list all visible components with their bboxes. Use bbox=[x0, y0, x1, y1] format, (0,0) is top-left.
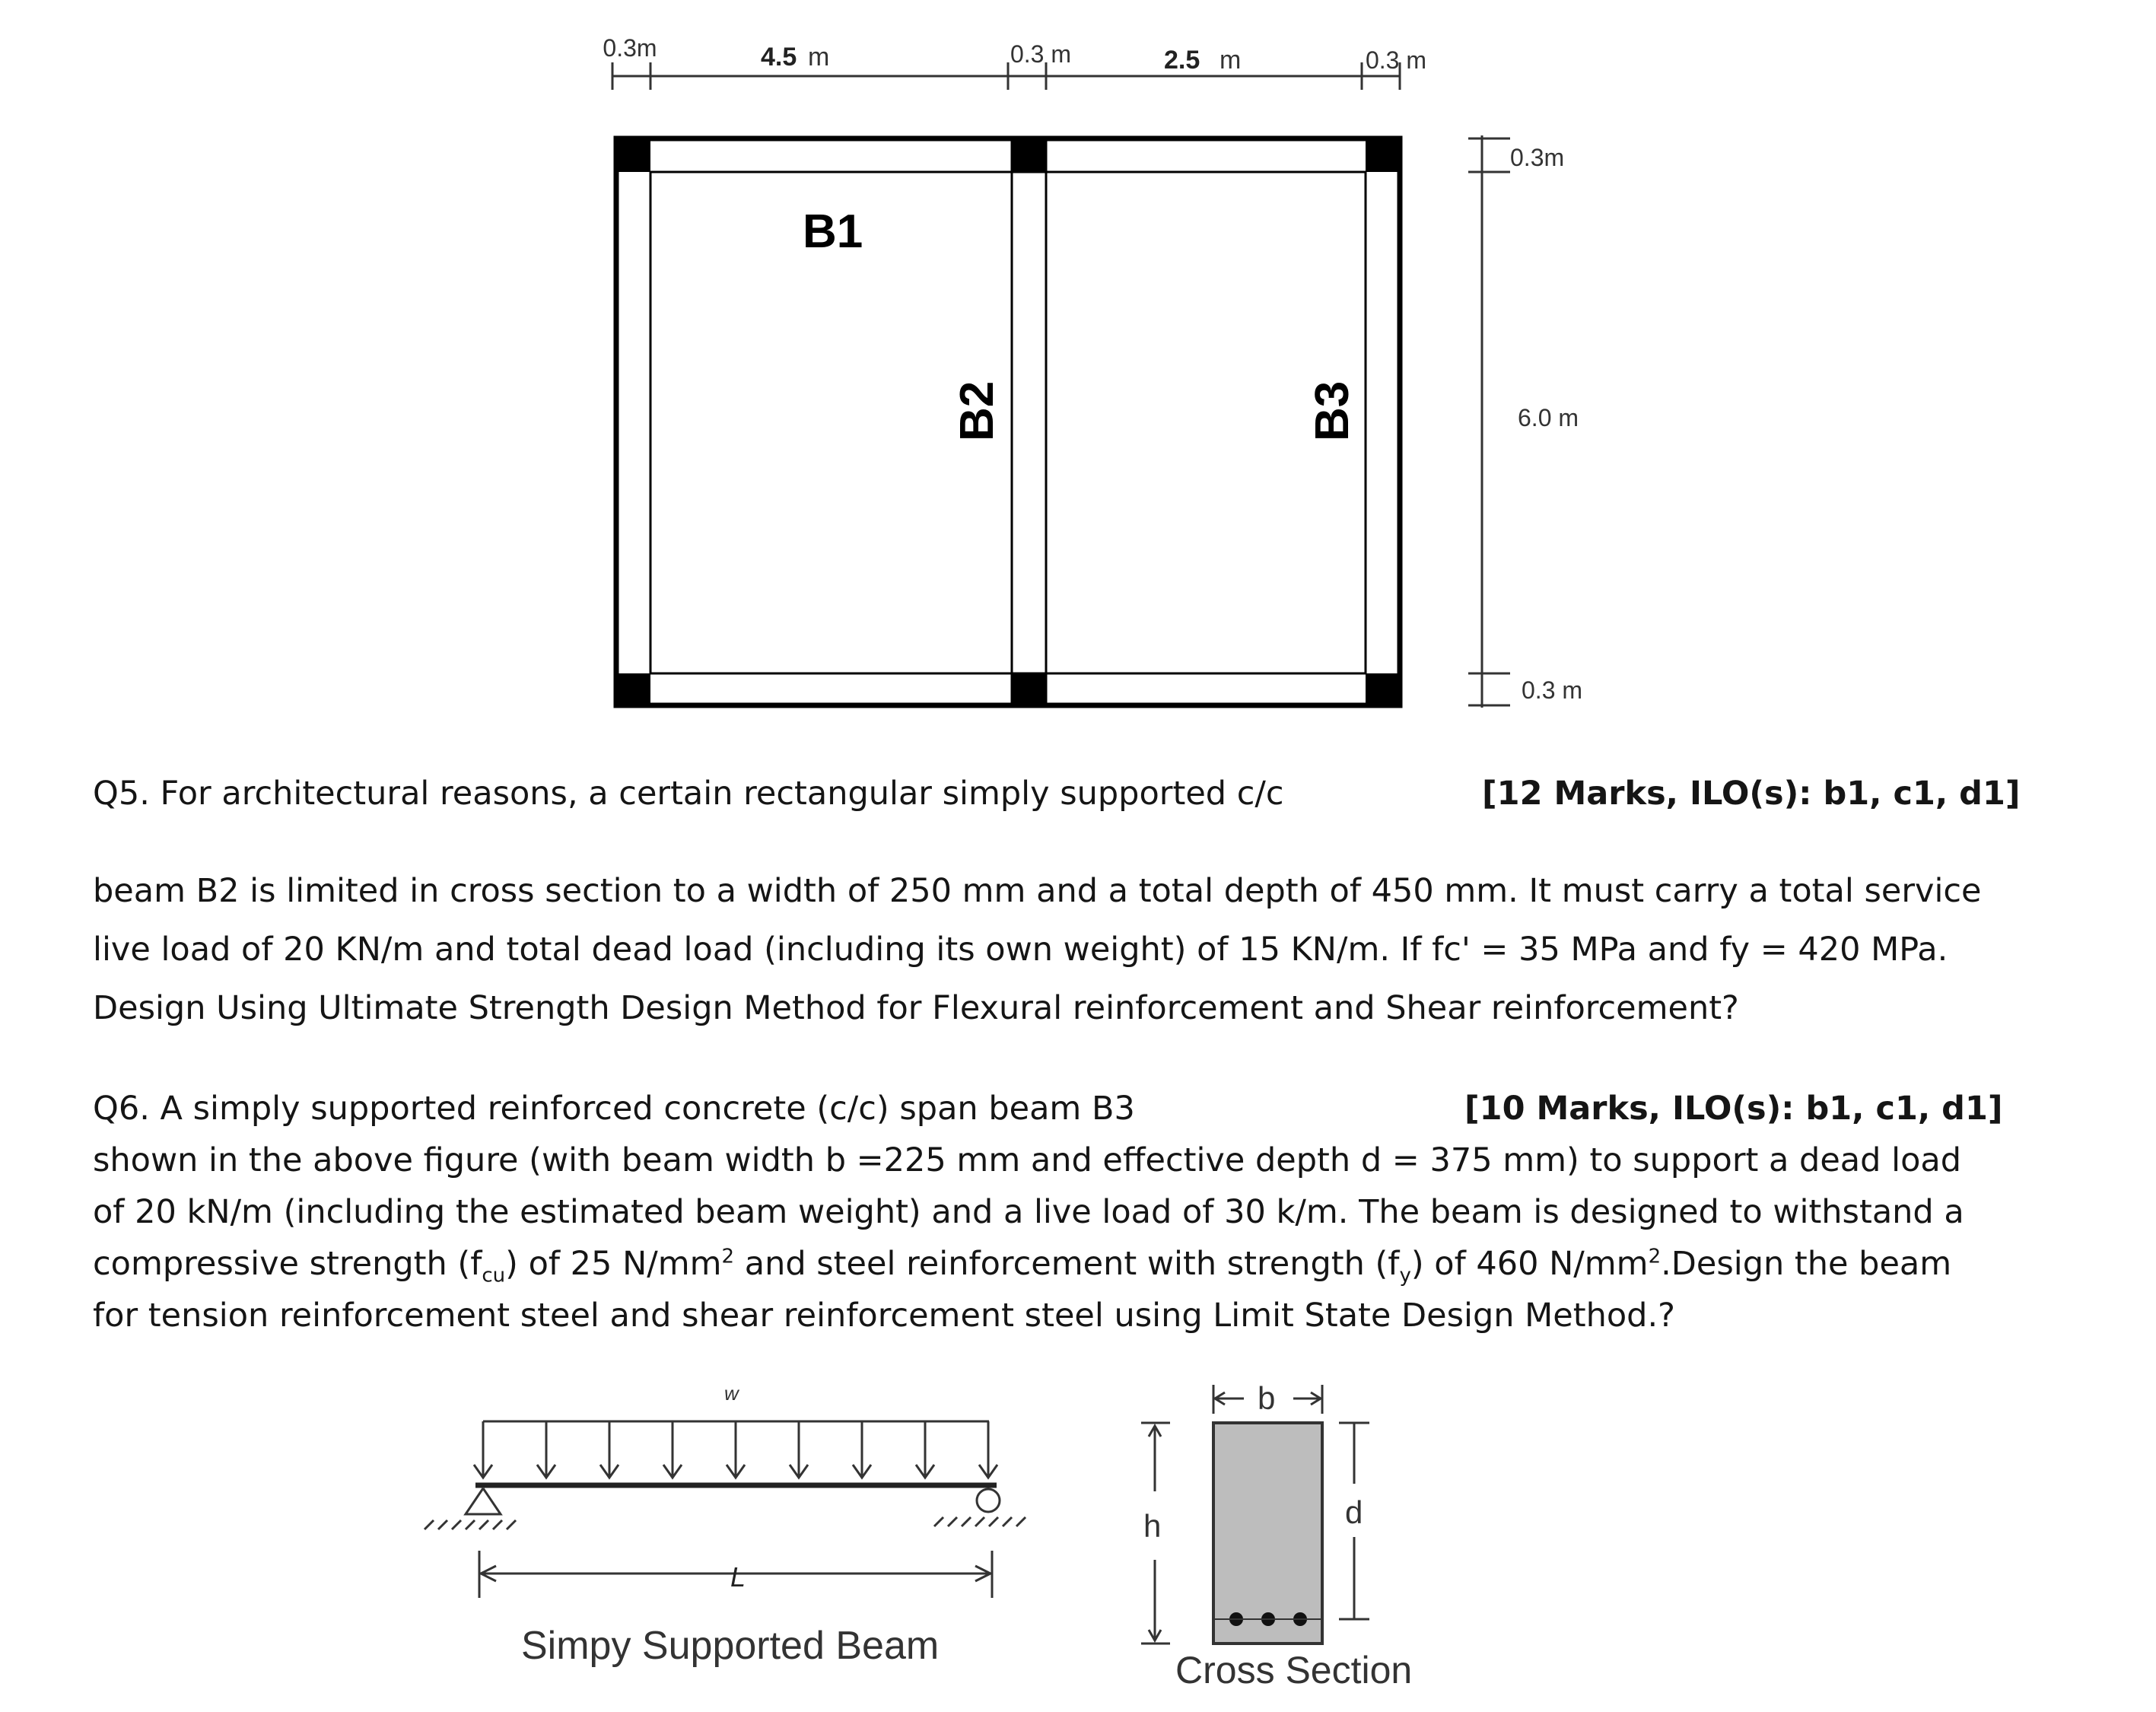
right-dimension-line bbox=[1468, 135, 1510, 708]
dim-2-5-unit: m bbox=[1220, 46, 1242, 75]
q6-line-2: of 20 kN/m (including the estimated beam weight) and a live load of 30 k/m. The beam is designed to withstand a bbox=[93, 1193, 1964, 1231]
dim-right-0-3m-top: 0.3m bbox=[1510, 144, 1565, 171]
dim-4-5: 4.5 bbox=[761, 43, 797, 72]
beam-label-b2: B2 bbox=[951, 380, 1003, 441]
q6-line-4: for tension reinforcement steel and shear reinforcement steel using Limit State Design Method.? bbox=[93, 1297, 1675, 1335]
q6-line-1: shown in the above figure (with beam width b =225 mm and effective depth d = 375 mm) to support a dead load bbox=[93, 1141, 1962, 1179]
q5-line-1: beam B2 is limited in cross section to a width of 250 mm and a total depth of 450 mm. It must carry a total service bbox=[93, 872, 1982, 910]
floor-plan-drawing bbox=[0, 0, 2156, 730]
beam-label-b3: B3 bbox=[1306, 380, 1359, 441]
depth-label-d: d bbox=[1345, 1494, 1363, 1530]
height-label-h: h bbox=[1143, 1508, 1162, 1544]
top-dimension-line bbox=[612, 62, 1400, 90]
q5-line-3: Design Using Ultimate Strength Design Method for Flexural reinforcement and Shear reinforcement? bbox=[93, 989, 1739, 1027]
q5-marks: [12 Marks, ILO(s): b1, c1, d1] bbox=[1482, 775, 2021, 813]
dim-right-0-3m-bottom: 0.3 m bbox=[1522, 676, 1583, 704]
pin-support bbox=[422, 1488, 525, 1529]
cross-section-figure bbox=[1111, 1385, 1461, 1689]
section-caption: Cross Section bbox=[1175, 1649, 1413, 1689]
span-label-l: L bbox=[730, 1561, 746, 1593]
beam-frame bbox=[616, 138, 1400, 705]
beam-caption: Simpy Supported Beam bbox=[521, 1624, 940, 1668]
dim-2-5: 2.5 bbox=[1164, 46, 1200, 75]
dim-0-3m-mid: 0.3 m bbox=[1010, 40, 1072, 68]
load-label-w: w bbox=[724, 1382, 739, 1405]
q6-marks: [10 Marks, ILO(s): b1, c1, d1] bbox=[1464, 1090, 2003, 1128]
width-label-b: b bbox=[1258, 1385, 1276, 1416]
q6-header: Q6. A simply supported reinforced concrete (c/c) span beam B3 bbox=[93, 1090, 1135, 1128]
columns bbox=[616, 138, 1400, 705]
q5-header: Q5. For architectural reasons, a certain rectangular simply supported c/c bbox=[93, 775, 1284, 813]
dim-4-5-unit: m bbox=[808, 43, 830, 72]
q5-line-2: live load of 20 KN/m and total dead load (including its own weight) of 15 KN/m. If fc' = 35 MPa and fy = 420 MPa. bbox=[93, 931, 1948, 969]
roller-support bbox=[934, 1489, 1026, 1526]
dim-0-3m-right: 0.3 m bbox=[1365, 46, 1427, 74]
dim-right-6-0m: 6.0 m bbox=[1518, 404, 1579, 431]
section-rectangle bbox=[1213, 1423, 1322, 1644]
q6-line-3: compressive strength $(f_{cu})$ of 25 $N/mm^2$ and steel reinforcement with strength $(f_y)$ of 460 $N/mm^2.Design$ the beam bbox=[93, 1245, 1952, 1287]
distributed-load-arrows bbox=[474, 1421, 997, 1478]
beam-label-b1: B1 bbox=[803, 205, 863, 258]
simply-supported-beam-figure bbox=[411, 1370, 1095, 1689]
dim-0-3m-left: 0.3m bbox=[603, 34, 657, 62]
